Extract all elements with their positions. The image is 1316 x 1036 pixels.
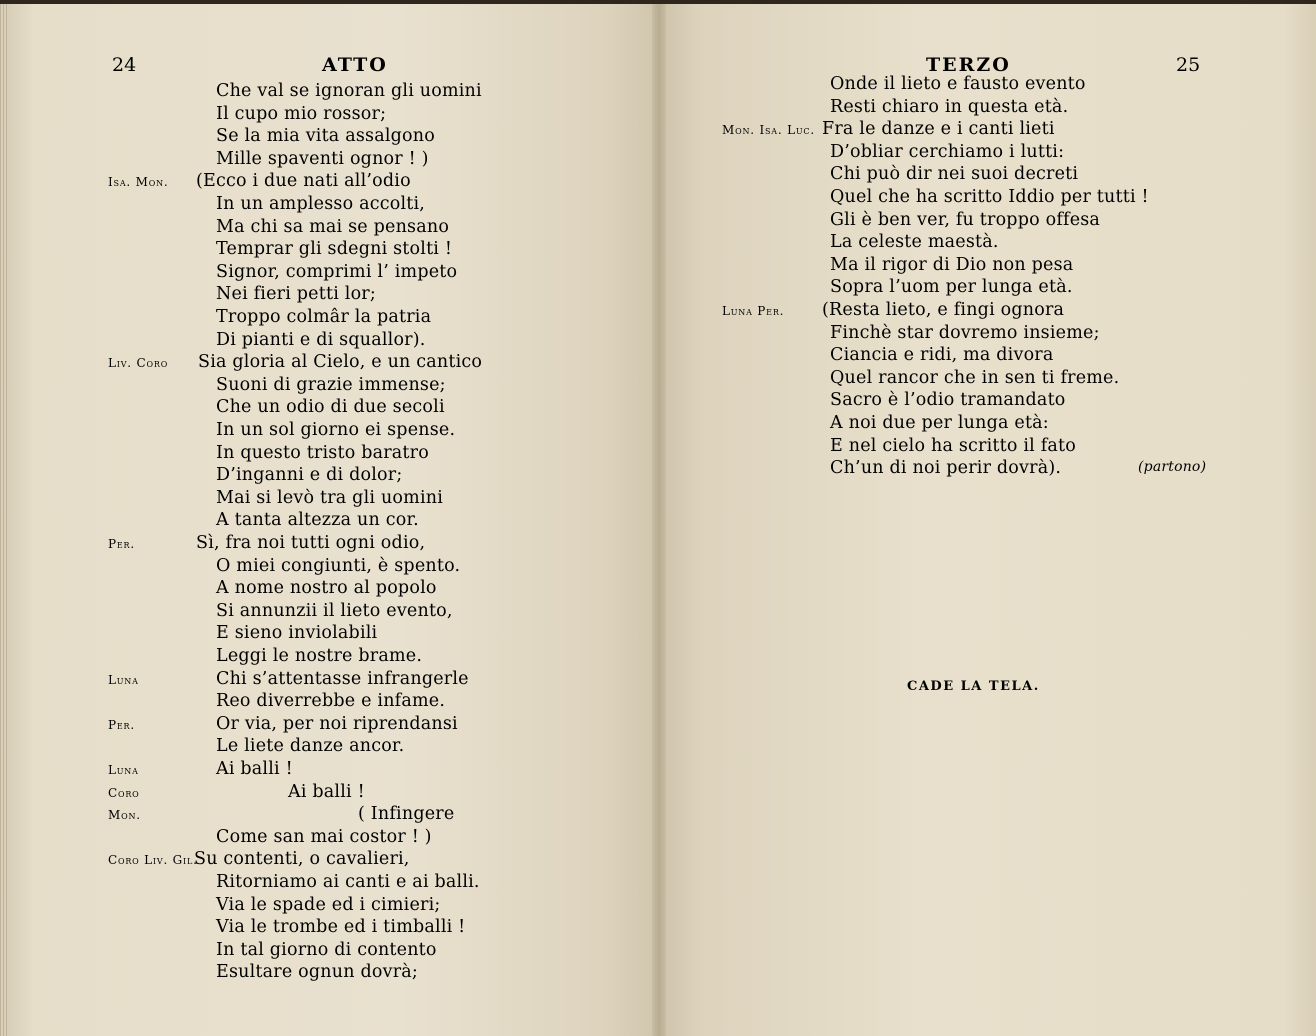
speaker-label: Isa. Mon. bbox=[108, 175, 169, 190]
verse-line: Sia gloria al Cielo, e un cantico bbox=[198, 352, 483, 373]
speaker-label: Liv. Coro bbox=[108, 356, 169, 371]
verse-line: Signor, comprimi l’ impeto bbox=[216, 261, 458, 282]
speaker-label: Luna bbox=[108, 672, 139, 687]
verse-line: Si annunzii il lieto evento, bbox=[216, 600, 453, 621]
verse-line: Quel che ha scritto Iddio per tutti ! bbox=[830, 187, 1149, 207]
verse-line: Ai balli ! bbox=[216, 759, 293, 779]
verse-line: Se la mia vita assalgono bbox=[216, 126, 435, 147]
verse-line: Fra le danze e i canti lieti bbox=[822, 119, 1055, 140]
verse-line: Leggi le nostre brame. bbox=[216, 646, 423, 666]
verse-line: Quel rancor che in sen ti freme. bbox=[830, 367, 1120, 388]
verse-line: D’inganni e di dolor; bbox=[216, 465, 403, 486]
verse-line: Il cupo mio rossor; bbox=[216, 103, 387, 124]
right-running-header: TERZO bbox=[926, 54, 1011, 76]
verse-line: Che val se ignoran gli uomini bbox=[216, 81, 482, 101]
verse-line: Ritorniamo ai canti e ai balli. bbox=[216, 872, 480, 892]
verse-line: A tanta altezza un cor. bbox=[216, 510, 419, 531]
verse-line: O miei congiunti, è spento. bbox=[216, 555, 461, 576]
stage-direction: (partono) bbox=[1138, 459, 1207, 475]
verse-line: Le liete danze ancor. bbox=[216, 736, 405, 757]
speaker-label: Mon. Isa. Luc. bbox=[722, 123, 815, 138]
verse-line: Ma chi sa mai se pensano bbox=[216, 216, 450, 237]
verse-line: Chi può dir nei suoi decreti bbox=[830, 164, 1079, 185]
verse-line: D’obliar cerchiamo i lutti: bbox=[830, 141, 1065, 162]
verse-line: Mai si levò tra gli uomini bbox=[216, 487, 444, 508]
left-running-header: ATTO bbox=[322, 54, 388, 76]
verse-line: Ai balli ! bbox=[288, 781, 365, 802]
book-gutter bbox=[652, 4, 666, 1036]
verse-line: Ma il rigor di Dio non pesa bbox=[830, 254, 1074, 275]
speaker-label: Per. bbox=[108, 717, 135, 732]
verse-line: In un amplesso accolti, bbox=[216, 194, 426, 214]
speaker-label: Coro Liv. Gil. bbox=[108, 853, 198, 868]
verse-line: Sacro è l’odio tramandato bbox=[830, 390, 1066, 411]
verse-line: Suoni di grazie immense; bbox=[216, 374, 446, 395]
verse-line: Via le trombe ed i timballi ! bbox=[216, 917, 466, 938]
verse-line: Mille spaventi ognor ! ) bbox=[216, 148, 429, 169]
verse-line: La celeste maestà. bbox=[830, 232, 999, 253]
verse-line: Su contenti, o cavalieri, bbox=[194, 849, 410, 870]
verse-line: Finchè star dovremo insieme; bbox=[830, 322, 1100, 343]
verse-line: Troppo colmâr la patria bbox=[216, 307, 432, 327]
verse-line: Temprar gli sdegni stolti ! bbox=[216, 239, 453, 260]
verse-line: ( Infingere bbox=[358, 804, 455, 825]
verse-line: (Resta lieto, e fingi ognora bbox=[822, 300, 1065, 320]
verse-line: Ch’un di noi perir dovrà). bbox=[830, 458, 1062, 479]
speaker-label: Coro bbox=[108, 785, 140, 800]
verse-line: In un sol giorno ei spense. bbox=[216, 420, 456, 440]
verse-line: Come san mai costor ! ) bbox=[216, 826, 432, 847]
verse-line: In questo tristo baratro bbox=[216, 442, 429, 463]
curtain-note: CADE LA TELA. bbox=[907, 679, 1040, 694]
verse-line: A noi due per lunga età: bbox=[830, 413, 1049, 433]
speaker-label: Luna Per. bbox=[722, 304, 785, 318]
verse-line: Sopra l’uom per lunga età. bbox=[830, 277, 1073, 298]
verse-line: Chi s’attentasse infrangerle bbox=[216, 668, 469, 689]
verse-line: Via le spade ed i cimieri; bbox=[216, 894, 441, 915]
verse-line: Nei fieri petti lor; bbox=[216, 284, 376, 305]
speaker-label: Mon. bbox=[108, 808, 141, 823]
verse-line: Reo diverrebbe e infame. bbox=[216, 691, 446, 712]
verse-line: Esultare ognun dovrà; bbox=[216, 962, 419, 983]
verse-line: E sieno inviolabili bbox=[216, 623, 378, 644]
verse-line: Or via, per noi riprendansi bbox=[216, 713, 458, 734]
verse-line: Ciancia e ridi, ma divora bbox=[830, 345, 1054, 366]
verse-line: E nel cielo ha scritto il fato bbox=[830, 435, 1076, 456]
verse-line: Che un odio di due secoli bbox=[216, 397, 445, 418]
left-page-number: 24 bbox=[112, 54, 137, 76]
verse-line: A nome nostro al popolo bbox=[216, 578, 437, 599]
verse-line: Onde il lieto e fausto evento bbox=[830, 74, 1086, 94]
speaker-label: Luna bbox=[108, 763, 139, 777]
verse-line: Sì, fra noi tutti ogni odio, bbox=[196, 533, 426, 553]
verse-line: Resti chiaro in questa età. bbox=[830, 96, 1069, 117]
speaker-label: Per. bbox=[108, 537, 135, 551]
verse-line: (Ecco i due nati all’odio bbox=[196, 171, 411, 192]
right-page-number: 25 bbox=[1176, 54, 1201, 76]
verse-line: In tal giorno di contento bbox=[216, 939, 437, 960]
verse-line: Gli è ben ver, fu troppo offesa bbox=[830, 209, 1101, 230]
verse-line: Di pianti e di squallor). bbox=[216, 329, 426, 350]
